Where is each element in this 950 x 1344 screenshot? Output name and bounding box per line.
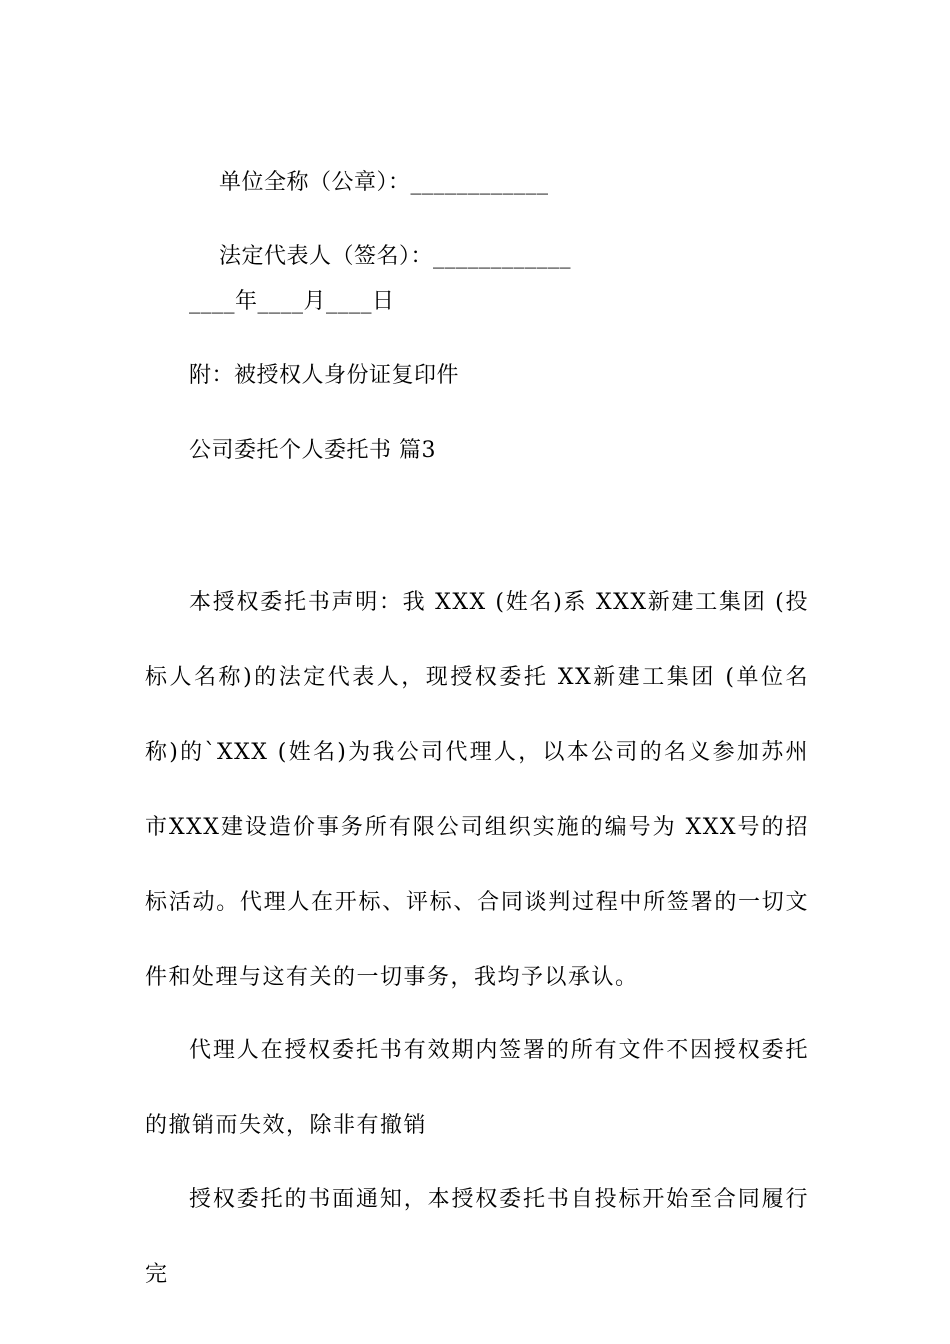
unit-name-label: 单位全称（公章）： <box>218 170 411 195</box>
paragraph-validity: 代理人在授权委托书有效期内签署的所有文件不因授权委托的撤销而失效，除非有撤销 <box>145 1038 809 1138</box>
legal-rep-blank: ____________ <box>433 244 571 269</box>
legal-rep-label: 法定代表人（签名）： <box>218 244 433 269</box>
date-line: ____年____月____日 <box>189 289 395 314</box>
unit-name-blank: ____________ <box>410 170 549 195</box>
paragraph-notice: 授权委托的书面通知，本授权委托书自投标开始至合同履行完 <box>145 1187 809 1287</box>
attachment-note: 附：被授权人身份证复印件 <box>189 363 460 388</box>
section-title: 公司委托个人委托书 篇3 <box>189 438 436 463</box>
paragraph-declaration: 本授权委托书声明：我 XXX (姓名)系 XXX新建工集团 (投标人名称)的法定代表人，现授权委托 XX新建工集团 (单位名称)的`XXX (姓名)为我公司代理人，以本公司的名义参加苏州市XXX建设造价事务所有限公司组织实施的编号为 XXX号的招标活动。代理人在开标、评标、合同谈判过程中所签署的一切文件和处理与这有关的一切事务，我均予以承认。 <box>145 590 809 990</box>
